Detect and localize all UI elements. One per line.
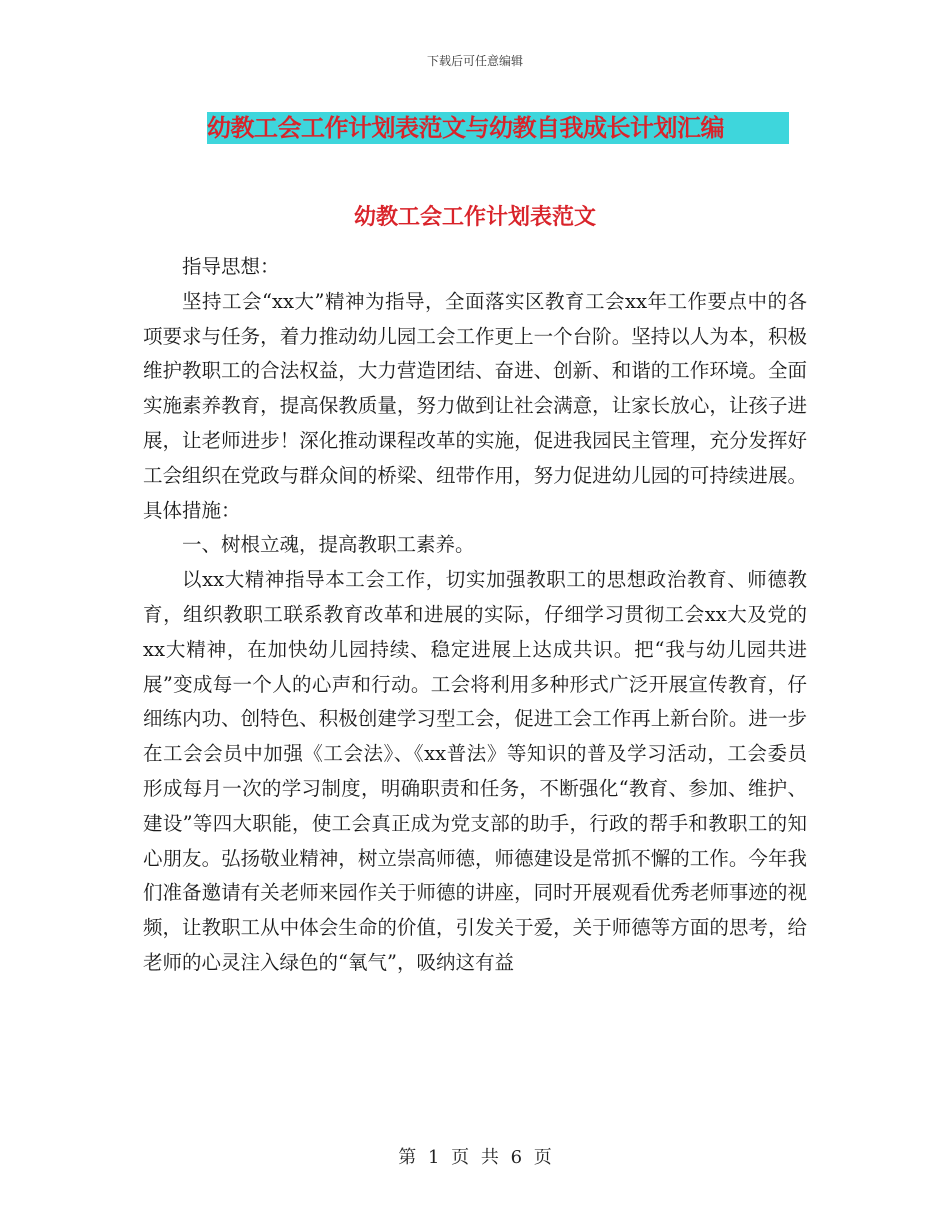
document-body: [143, 250, 807, 981]
paragraph-heading-one: 一、树根立魂，提高教职工素养。: [182, 533, 475, 557]
download-note: 下载后可任意编辑: [426, 54, 523, 68]
paragraph-guiding-thought: 指导思想：: [182, 255, 280, 278]
paragraph-intro: 坚持工会“xx大”精神为指导，全面落实区教育工会xx年工作要点中的各项要求与任务，着力推动幼儿园工会工作更上一个台阶。坚持以人为本，积极维护教职工的合法权益，大力营造团结、奋进、创新、和谐的工作环境。全面实施素养教育，提高保教质量，努力做到让社会满意，让家长放心，让孩子进展，让老师进步！深化推动课程改革的实施，促进我园民主管理，充分发挥好工会组织在党政与群众间的桥梁、纽带作用，努力促进幼儿园的可持续进展。具体措施：: [143, 289, 807, 522]
section-title: 幼教工会工作计划表范文: [353, 205, 596, 230]
paragraph-body-one: 以xx大精神指导本工会工作，切实加强教职工的思想政治教育、师德教育，组织教职工联系教育改革和进展的实际，仔细学习贯彻工会xx大及党的xx大精神，在加快幼儿园持续、稳定进展上达成共识。把“我与幼儿园共进展”变成每一个人的心声和行动。工会将利用多种形式广泛开展宣传教育，仔细练内功、创特色、积极创建学习型工会，促进工会工作再上新台阶。进一步在工会会员中加强《工会法》、《xx普法》等知识的普及学习活动，工会委员形成每月一次的学习制度，明确职责和任务，不断强化“教育、参加、维护、建设”等四大职能，使工会真正成为党支部的助手，行政的帮手和教职工的知心朋友。弘扬敬业精神，树立崇高师德，师德建设是常抓不懈的工作。今年我们准备邀请有关老师来园作关于师德的讲座，同时开展观看优秀老师事迹的视频，让教职工从中体会生命的价值，引发关于爱，关于师德等方面的思考，给老师的心灵注入绿色的“氧气”，吸纳这有益: [143, 568, 807, 974]
document-main-title: 幼教工会工作计划表范文与幼教自我成长计划汇编: [207, 112, 789, 144]
main-title-block: [207, 112, 789, 144]
page-number: 第 1 页 共 6 页: [398, 1147, 552, 1168]
